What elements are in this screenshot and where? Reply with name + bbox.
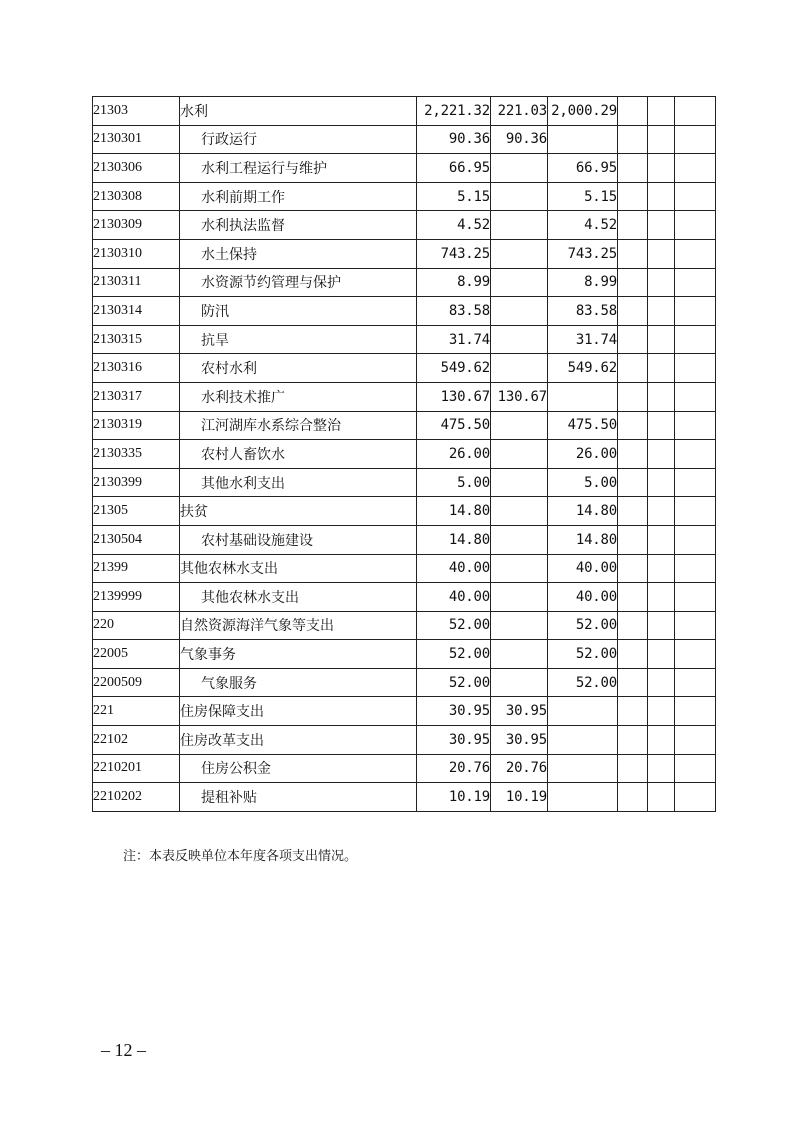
name-cell: 气象事务 — [180, 640, 417, 669]
name-cell: 农村人畜饮水 — [180, 440, 417, 469]
empty-cell — [648, 325, 675, 354]
empty-cell — [675, 583, 716, 612]
total-cell: 26.00 — [417, 440, 491, 469]
empty-cell — [618, 125, 648, 154]
code-cell: 220 — [93, 611, 180, 640]
empty-cell — [618, 468, 648, 497]
basic-cell — [491, 268, 548, 297]
total-cell: 743.25 — [417, 239, 491, 268]
empty-cell — [648, 668, 675, 697]
total-cell: 475.50 — [417, 411, 491, 440]
empty-cell — [618, 668, 648, 697]
empty-cell — [648, 611, 675, 640]
name-cell: 自然资源海洋气象等支出 — [180, 611, 417, 640]
total-cell: 14.80 — [417, 525, 491, 554]
table-row — [93, 211, 716, 240]
code-cell: 2130317 — [93, 382, 180, 411]
name-cell: 其他农林水支出 — [180, 583, 417, 612]
table-row — [93, 97, 716, 126]
total-cell: 5.00 — [417, 468, 491, 497]
empty-cell — [675, 525, 716, 554]
table-row — [93, 411, 716, 440]
empty-cell — [675, 668, 716, 697]
table-row — [93, 125, 716, 154]
empty-cell — [648, 525, 675, 554]
code-cell: 21305 — [93, 497, 180, 526]
empty-cell — [618, 325, 648, 354]
code-cell: 2130301 — [93, 125, 180, 154]
empty-cell — [675, 611, 716, 640]
code-cell: 2130309 — [93, 211, 180, 240]
code-cell: 2130399 — [93, 468, 180, 497]
empty-cell — [675, 468, 716, 497]
empty-cell — [618, 726, 648, 755]
name-cell: 抗旱 — [180, 325, 417, 354]
basic-cell: 10.19 — [491, 783, 548, 812]
empty-cell — [675, 239, 716, 268]
table-row — [93, 382, 716, 411]
name-cell: 水资源节约管理与保护 — [180, 268, 417, 297]
empty-cell — [618, 268, 648, 297]
empty-cell — [618, 554, 648, 583]
code-cell: 2200509 — [93, 668, 180, 697]
basic-cell: 221.03 — [491, 97, 548, 126]
name-cell: 农村基础设施建设 — [180, 525, 417, 554]
project-cell: 4.52 — [548, 211, 618, 240]
empty-cell — [675, 783, 716, 812]
code-cell: 22005 — [93, 640, 180, 669]
basic-cell — [491, 182, 548, 211]
project-cell: 31.74 — [548, 325, 618, 354]
total-cell: 549.62 — [417, 354, 491, 383]
basic-cell — [491, 154, 548, 183]
table-note: 注：本表反映单位本年度各项支出情况。 — [123, 849, 358, 864]
table-row — [93, 726, 716, 755]
name-cell: 水利 — [180, 97, 417, 126]
code-cell: 2130319 — [93, 411, 180, 440]
basic-cell: 130.67 — [491, 382, 548, 411]
empty-cell — [618, 239, 648, 268]
project-cell: 14.80 — [548, 525, 618, 554]
project-cell: 549.62 — [548, 354, 618, 383]
total-cell: 52.00 — [417, 640, 491, 669]
empty-cell — [618, 583, 648, 612]
code-cell: 2210201 — [93, 754, 180, 783]
basic-cell — [491, 497, 548, 526]
project-cell: 52.00 — [548, 640, 618, 669]
name-cell: 行政运行 — [180, 125, 417, 154]
project-cell: 8.99 — [548, 268, 618, 297]
empty-cell — [675, 354, 716, 383]
table-row — [93, 354, 716, 383]
code-cell: 2130335 — [93, 440, 180, 469]
project-cell: 66.95 — [548, 154, 618, 183]
code-cell: 2130306 — [93, 154, 180, 183]
table-row — [93, 154, 716, 183]
table-row — [93, 754, 716, 783]
name-cell: 其他农林水支出 — [180, 554, 417, 583]
code-cell: 22102 — [93, 726, 180, 755]
empty-cell — [675, 640, 716, 669]
empty-cell — [648, 97, 675, 126]
total-cell: 52.00 — [417, 611, 491, 640]
empty-cell — [675, 726, 716, 755]
total-cell: 83.58 — [417, 297, 491, 326]
empty-cell — [618, 640, 648, 669]
empty-cell — [618, 211, 648, 240]
empty-cell — [648, 583, 675, 612]
code-cell: 2130314 — [93, 297, 180, 326]
name-cell: 气象服务 — [180, 668, 417, 697]
basic-cell — [491, 468, 548, 497]
code-cell: 2130310 — [93, 239, 180, 268]
empty-cell — [675, 211, 716, 240]
basic-cell: 90.36 — [491, 125, 548, 154]
project-cell: 743.25 — [548, 239, 618, 268]
basic-cell — [491, 583, 548, 612]
empty-cell — [675, 440, 716, 469]
empty-cell — [618, 382, 648, 411]
code-cell: 2130311 — [93, 268, 180, 297]
empty-cell — [675, 154, 716, 183]
table-row — [93, 268, 716, 297]
name-cell: 防汛 — [180, 297, 417, 326]
total-cell: 30.95 — [417, 726, 491, 755]
table-row — [93, 640, 716, 669]
empty-cell — [648, 411, 675, 440]
empty-cell — [648, 497, 675, 526]
basic-cell — [491, 411, 548, 440]
empty-cell — [648, 268, 675, 297]
empty-cell — [618, 497, 648, 526]
name-cell: 住房改革支出 — [180, 726, 417, 755]
name-cell: 水利前期工作 — [180, 182, 417, 211]
basic-cell — [491, 525, 548, 554]
basic-cell — [491, 640, 548, 669]
empty-cell — [648, 297, 675, 326]
name-cell: 水利执法监督 — [180, 211, 417, 240]
empty-cell — [648, 125, 675, 154]
project-cell: 83.58 — [548, 297, 618, 326]
total-cell: 40.00 — [417, 583, 491, 612]
empty-cell — [618, 297, 648, 326]
empty-cell — [648, 726, 675, 755]
empty-cell — [675, 554, 716, 583]
empty-cell — [675, 182, 716, 211]
table-row — [93, 611, 716, 640]
total-cell: 4.52 — [417, 211, 491, 240]
empty-cell — [648, 440, 675, 469]
empty-cell — [675, 125, 716, 154]
empty-cell — [648, 239, 675, 268]
empty-cell — [675, 382, 716, 411]
empty-cell — [618, 354, 648, 383]
project-cell: 5.15 — [548, 182, 618, 211]
empty-cell — [675, 268, 716, 297]
empty-cell — [618, 525, 648, 554]
empty-cell — [675, 754, 716, 783]
table-row — [93, 583, 716, 612]
name-cell: 提租补贴 — [180, 783, 417, 812]
total-cell: 130.67 — [417, 382, 491, 411]
name-cell: 住房保障支出 — [180, 697, 417, 726]
empty-cell — [618, 440, 648, 469]
empty-cell — [648, 468, 675, 497]
empty-cell — [618, 697, 648, 726]
table-row — [93, 297, 716, 326]
total-cell: 30.95 — [417, 697, 491, 726]
expenditure-table — [92, 96, 716, 812]
project-cell: 475.50 — [548, 411, 618, 440]
basic-cell — [491, 440, 548, 469]
basic-cell — [491, 297, 548, 326]
project-cell — [548, 783, 618, 812]
total-cell: 10.19 — [417, 783, 491, 812]
project-cell: 2,000.29 — [548, 97, 618, 126]
table-body — [93, 97, 716, 812]
project-cell: 52.00 — [548, 668, 618, 697]
table-row — [93, 239, 716, 268]
table-row — [93, 783, 716, 812]
empty-cell — [618, 611, 648, 640]
empty-cell — [675, 697, 716, 726]
project-cell — [548, 754, 618, 783]
code-cell: 21303 — [93, 97, 180, 126]
code-cell: 221 — [93, 697, 180, 726]
total-cell: 14.80 — [417, 497, 491, 526]
basic-cell: 30.95 — [491, 697, 548, 726]
basic-cell — [491, 325, 548, 354]
empty-cell — [648, 182, 675, 211]
empty-cell — [648, 154, 675, 183]
basic-cell — [491, 611, 548, 640]
total-cell: 8.99 — [417, 268, 491, 297]
total-cell: 2,221.32 — [417, 97, 491, 126]
name-cell: 其他水利支出 — [180, 468, 417, 497]
total-cell: 5.15 — [417, 182, 491, 211]
total-cell: 20.76 — [417, 754, 491, 783]
empty-cell — [675, 497, 716, 526]
empty-cell — [648, 211, 675, 240]
name-cell: 农村水利 — [180, 354, 417, 383]
total-cell: 40.00 — [417, 554, 491, 583]
project-cell: 14.80 — [548, 497, 618, 526]
project-cell — [548, 697, 618, 726]
basic-cell — [491, 354, 548, 383]
code-cell: 2139999 — [93, 583, 180, 612]
project-cell: 26.00 — [548, 440, 618, 469]
empty-cell — [648, 754, 675, 783]
table-row — [93, 440, 716, 469]
empty-cell — [618, 754, 648, 783]
code-cell: 2130308 — [93, 182, 180, 211]
project-cell: 5.00 — [548, 468, 618, 497]
project-cell — [548, 125, 618, 154]
empty-cell — [648, 783, 675, 812]
project-cell — [548, 382, 618, 411]
table-row — [93, 554, 716, 583]
empty-cell — [648, 697, 675, 726]
empty-cell — [675, 411, 716, 440]
table-row — [93, 525, 716, 554]
total-cell: 31.74 — [417, 325, 491, 354]
name-cell: 水利技术推广 — [180, 382, 417, 411]
table-row — [93, 325, 716, 354]
empty-cell — [618, 154, 648, 183]
project-cell: 40.00 — [548, 554, 618, 583]
project-cell: 52.00 — [548, 611, 618, 640]
project-cell: 40.00 — [548, 583, 618, 612]
empty-cell — [618, 182, 648, 211]
total-cell: 52.00 — [417, 668, 491, 697]
code-cell: 2130315 — [93, 325, 180, 354]
empty-cell — [618, 411, 648, 440]
basic-cell — [491, 554, 548, 583]
empty-cell — [618, 97, 648, 126]
empty-cell — [648, 640, 675, 669]
basic-cell — [491, 211, 548, 240]
empty-cell — [648, 354, 675, 383]
empty-cell — [675, 325, 716, 354]
code-cell: 21399 — [93, 554, 180, 583]
table-row — [93, 697, 716, 726]
basic-cell — [491, 239, 548, 268]
total-cell: 90.36 — [417, 125, 491, 154]
basic-cell: 30.95 — [491, 726, 548, 755]
name-cell: 住房公积金 — [180, 754, 417, 783]
basic-cell — [491, 668, 548, 697]
code-cell: 2130316 — [93, 354, 180, 383]
total-cell: 66.95 — [417, 154, 491, 183]
empty-cell — [648, 554, 675, 583]
empty-cell — [675, 97, 716, 126]
empty-cell — [618, 783, 648, 812]
empty-cell — [648, 382, 675, 411]
code-cell: 2130504 — [93, 525, 180, 554]
empty-cell — [675, 297, 716, 326]
project-cell — [548, 726, 618, 755]
basic-cell: 20.76 — [491, 754, 548, 783]
name-cell: 扶贫 — [180, 497, 417, 526]
table-row — [93, 468, 716, 497]
name-cell: 水土保持 — [180, 239, 417, 268]
page-number: – 12 – — [101, 1040, 146, 1060]
table-row — [93, 182, 716, 211]
name-cell: 江河湖库水系综合整治 — [180, 411, 417, 440]
name-cell: 水利工程运行与维护 — [180, 154, 417, 183]
table-row — [93, 497, 716, 526]
table-row — [93, 668, 716, 697]
code-cell: 2210202 — [93, 783, 180, 812]
